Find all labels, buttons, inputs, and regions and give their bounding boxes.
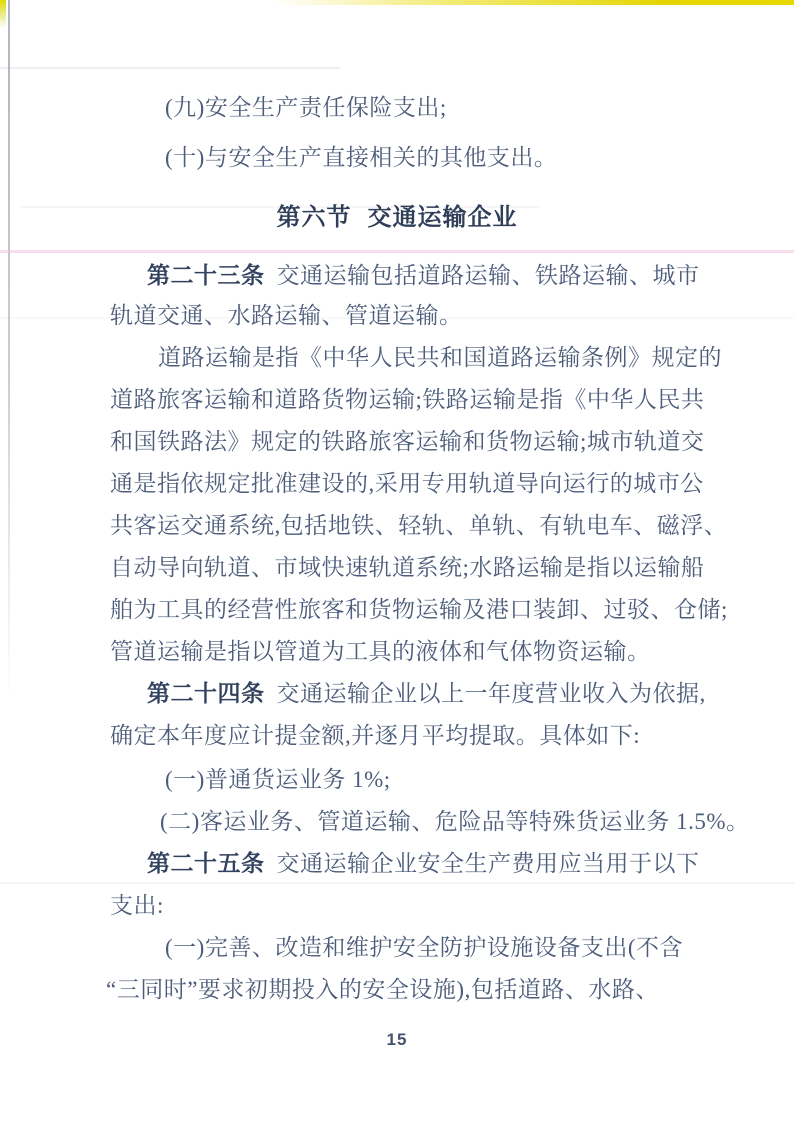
paragraph-line: 通是指依规定批准建设的,采用专用轨道导向运行的城市公 — [110, 471, 704, 496]
paragraph-line: 道路旅客运输和道路货物运输;铁路运输是指《中华人民共 — [110, 387, 705, 412]
paragraph-line: 道路运输是指《中华人民共和国道路运输条例》规定的 — [158, 345, 722, 370]
list-item-line: (九)安全生产责任保险支出; — [165, 95, 447, 120]
paragraph-line: “三同时”要求初期投入的安全设施),包括道路、水路、 — [106, 977, 659, 1002]
list-item-line: (一)完善、改造和维护安全防护设施设备支出(不含 — [165, 935, 683, 960]
paragraph-line: 自动导向轨道、市域快速轨道系统;水路运输是指以运输船 — [110, 555, 705, 580]
paragraph-line: 舶为工具的经营性旅客和货物运输及港口装卸、过驳、仓储; — [110, 597, 728, 622]
paragraph-line: 管道运输是指以管道为工具的液体和气体物资运输。 — [110, 639, 651, 664]
list-item-line: (一)普通货运业务 1%; — [165, 767, 391, 792]
section-heading-number: 第六节 — [276, 205, 352, 231]
section-heading — [0, 197, 794, 232]
scan-artifact-corner-yellow-mark — [0, 0, 6, 28]
article-number: 第二十五条 — [147, 851, 265, 876]
list-item-line: (二)客运业务、管道运输、危险品等特殊货运业务 1.5%。 — [160, 809, 750, 834]
paragraph-line: 确定本年度应计提金额,并逐月平均提取。具体如下: — [110, 723, 641, 748]
article-line: 第二十五条 交通运输企业安全生产费用应当用于以下 — [147, 851, 700, 876]
article-number: 第二十三条 — [147, 263, 265, 288]
article-number: 第二十四条 — [147, 681, 265, 706]
list-item-line: (十)与安全生产直接相关的其他支出。 — [165, 145, 558, 170]
scan-artifact-top-yellow-strip — [270, 0, 794, 5]
paragraph-line: 共客运交通系统,包括地铁、轻轨、单轨、有轨电车、磁浮、 — [110, 513, 728, 538]
page-number: 15 — [386, 1030, 408, 1049]
article-line: 第二十三条 交通运输包括道路运输、铁路运输、城市 — [147, 263, 700, 288]
scan-artifact-pink-streak — [0, 250, 794, 253]
paragraph-line: 轨道交通、水路运输、管道运输。 — [110, 303, 463, 328]
section-heading-title: 交通运输企业 — [367, 205, 518, 231]
scan-artifact-gray-streak — [0, 882, 794, 884]
paragraph-line: 支出: — [110, 893, 164, 918]
scan-artifact-gray-streak — [0, 67, 340, 69]
article-line: 第二十四条 交通运输企业以上一年度营业收入为依据, — [147, 681, 706, 706]
paragraph-line: 和国铁路法》规定的铁路旅客运输和货物运输;城市轨道交 — [110, 429, 705, 454]
scan-artifact-left-edge-line — [8, 0, 10, 700]
